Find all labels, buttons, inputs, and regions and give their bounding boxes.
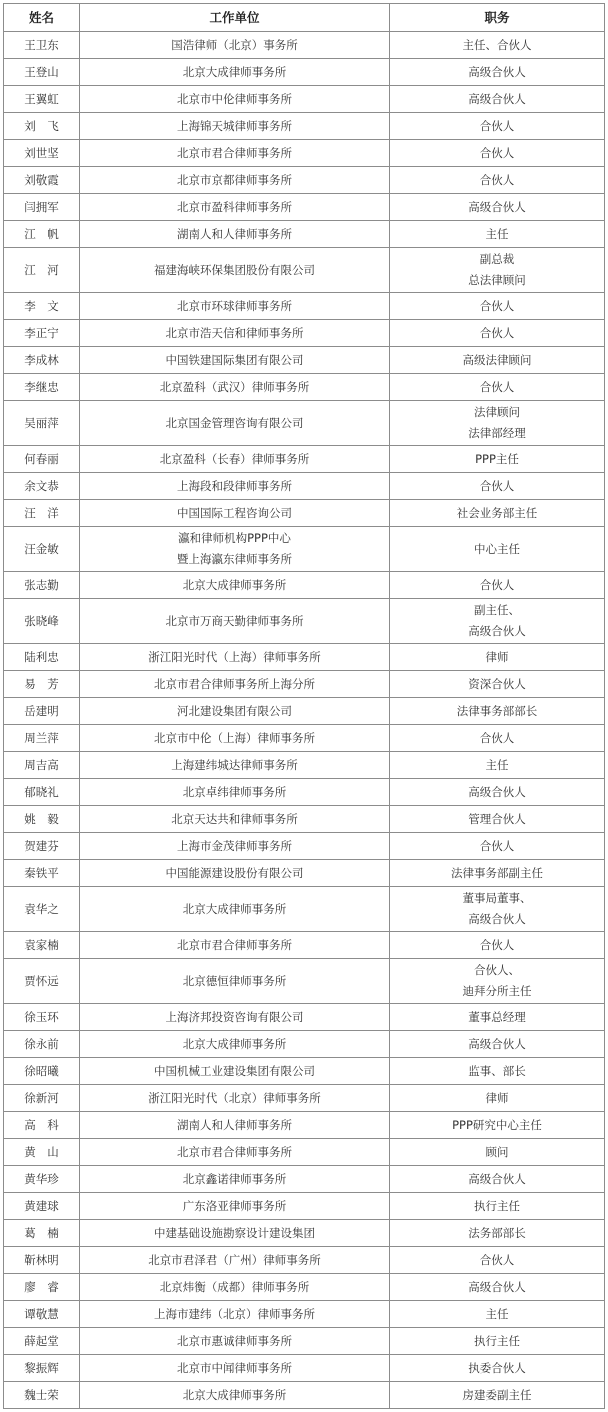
cell-organization-line: 北京国金管理咨询有限公司: [165, 415, 304, 430]
cell-position-line: 主任: [485, 226, 509, 241]
cell-organization: [80, 1247, 390, 1274]
cell-position: [390, 1112, 605, 1139]
cell-position-line: 执行主任: [474, 1333, 520, 1348]
cell-organization: [80, 32, 390, 59]
cell-position-line: 律师: [485, 649, 509, 664]
cell-organization-line: 北京炜衡（成都）律师事务所: [159, 1279, 310, 1294]
table-row: [4, 320, 605, 347]
cell-position-line: 高级法律顾问: [462, 352, 532, 367]
table-body: [4, 32, 605, 1409]
cell-organization-line: 北京德恒律师事务所: [182, 973, 287, 988]
cell-position: [390, 1274, 605, 1301]
cell-organization-line: 北京卓纬律师事务所: [182, 784, 287, 799]
cell-organization: [80, 1058, 390, 1085]
cell-position: [390, 1355, 605, 1382]
cell-name: 陆利忠: [4, 644, 80, 671]
cell-organization: [80, 572, 390, 599]
cell-position-line: PPP主任: [475, 451, 519, 466]
cell-name: 张志勤: [4, 572, 80, 599]
header-row: [4, 4, 605, 32]
cell-organization: [80, 860, 390, 887]
cell-position: [390, 446, 605, 473]
cell-organization: [80, 932, 390, 959]
cell-position: [390, 1058, 605, 1085]
table-row: [4, 1301, 605, 1328]
table-row: [4, 374, 605, 401]
table-row: [4, 1328, 605, 1355]
cell-organization-line: 北京市君合律师事务所: [177, 1144, 292, 1159]
cell-position: [390, 320, 605, 347]
cell-organization-line: 浙江阳光时代（上海）律师事务所: [148, 649, 321, 664]
table-row: [4, 347, 605, 374]
cell-organization-line: 上海市金茂律师事务所: [177, 838, 292, 853]
cell-position: [390, 887, 605, 932]
table-row: [4, 1004, 605, 1031]
cell-name: 徐玉环: [4, 1004, 80, 1031]
table-row: [4, 932, 605, 959]
cell-position-line: 高级合伙人: [468, 91, 526, 106]
cell-position-line: 房建委副主任: [462, 1387, 532, 1402]
cell-position: [390, 1382, 605, 1409]
cell-name: 谭敬慧: [4, 1301, 80, 1328]
cell-position-line: 高级合伙人: [468, 1279, 526, 1294]
table-row: [4, 860, 605, 887]
cell-organization-line: 湖南人和人律师事务所: [177, 1117, 292, 1132]
cell-name: 汪 洋: [4, 500, 80, 527]
cell-position-line: 高级合伙人: [468, 199, 526, 214]
cell-position-line: 法务部部长: [468, 1225, 526, 1240]
cell-position-line: 合伙人: [479, 838, 515, 853]
table-row: [4, 725, 605, 752]
cell-name: 袁家楠: [4, 932, 80, 959]
cell-organization: [80, 1301, 390, 1328]
cell-organization-line: 北京天达共和律师事务所: [171, 811, 298, 826]
table-row: [4, 167, 605, 194]
cell-position: [390, 1220, 605, 1247]
table-row: [4, 1031, 605, 1058]
table-row: [4, 1355, 605, 1382]
cell-position: [390, 374, 605, 401]
cell-position: [390, 221, 605, 248]
cell-position-line: 合伙人: [479, 478, 515, 493]
cell-name: 刘 飞: [4, 113, 80, 140]
cell-organization: [80, 113, 390, 140]
cell-name: 徐新河: [4, 1085, 80, 1112]
table-row: [4, 1274, 605, 1301]
cell-organization-line: 中国国际工程咨询公司: [177, 505, 292, 520]
cell-position: [390, 599, 605, 644]
cell-name: 汪金敏: [4, 527, 80, 572]
cell-name: 魏士荣: [4, 1382, 80, 1409]
cell-position-line: 高级合伙人: [468, 784, 526, 799]
cell-organization: [80, 1166, 390, 1193]
cell-position-line: 主任: [485, 757, 509, 772]
table-row: [4, 599, 605, 644]
cell-name: 刘敬霞: [4, 167, 80, 194]
cell-name: 葛 楠: [4, 1220, 80, 1247]
cell-organization-line: 中国机械工业建设集团有限公司: [154, 1063, 315, 1078]
cell-organization: [80, 1004, 390, 1031]
cell-name: 何春丽: [4, 446, 80, 473]
cell-name: 李 文: [4, 293, 80, 320]
cell-organization: [80, 293, 390, 320]
cell-position: [390, 32, 605, 59]
cell-position: [390, 1301, 605, 1328]
cell-organization-line: 湖南人和人律师事务所: [177, 226, 292, 241]
cell-position: [390, 1328, 605, 1355]
cell-name: 靳林明: [4, 1247, 80, 1274]
cell-name: 高 科: [4, 1112, 80, 1139]
cell-organization: [80, 140, 390, 167]
table-row: [4, 572, 605, 599]
cell-name: 周吉高: [4, 752, 80, 779]
cell-position-line: 高级合伙人: [468, 1036, 526, 1051]
cell-position-line: 合伙人: [479, 937, 515, 952]
cell-name: 贾怀远: [4, 959, 80, 1004]
cell-position-line: 合伙人: [479, 730, 515, 745]
cell-name: 徐永前: [4, 1031, 80, 1058]
cell-organization-line: 北京盈科（长春）律师事务所: [159, 451, 310, 466]
cell-organization: [80, 401, 390, 446]
table-row: [4, 446, 605, 473]
table-header: [4, 4, 605, 32]
cell-organization-line: 北京大成律师事务所: [182, 577, 287, 592]
cell-name: 黄华珍: [4, 1166, 80, 1193]
cell-position-line: 执委合伙人: [468, 1360, 526, 1375]
cell-position-line: 董事局董事、: [462, 891, 532, 905]
cell-organization-line: 北京市中闻律师事务所: [177, 1360, 292, 1375]
table-row: [4, 1220, 605, 1247]
cell-organization-line: 北京市君合律师事务所: [177, 937, 292, 952]
cell-position-line: 总法律顾问: [468, 273, 526, 287]
cell-organization: [80, 725, 390, 752]
cell-name: 江 河: [4, 248, 80, 293]
cell-organization: [80, 59, 390, 86]
cell-organization: [80, 1112, 390, 1139]
cell-position: [390, 473, 605, 500]
cell-organization-line: 上海段和段律师事务所: [177, 478, 292, 493]
cell-organization: [80, 473, 390, 500]
table-row: [4, 1139, 605, 1166]
cell-position: [390, 140, 605, 167]
cell-name: 易 芳: [4, 671, 80, 698]
cell-organization-line: 上海建纬城达律师事务所: [171, 757, 298, 772]
cell-organization-line: 瀛和律师机构PPP中心: [178, 531, 291, 545]
cell-organization: [80, 599, 390, 644]
cell-name: 黎振辉: [4, 1355, 80, 1382]
cell-position-line: 合伙人: [479, 1252, 515, 1267]
table-row: [4, 1112, 605, 1139]
cell-organization: [80, 1031, 390, 1058]
table-row: [4, 644, 605, 671]
cell-position: [390, 1031, 605, 1058]
cell-position-line: 法律事务部部长: [456, 703, 538, 718]
table-row: [4, 1193, 605, 1220]
header-name: 姓名: [4, 4, 80, 32]
cell-position-line: 迪拜分所主任: [462, 984, 532, 998]
table-row: [4, 59, 605, 86]
cell-organization: [80, 167, 390, 194]
cell-organization-line: 北京市君合律师事务所上海分所: [154, 676, 315, 691]
cell-organization: [80, 887, 390, 932]
cell-organization-line: 浙江阳光时代（北京）律师事务所: [148, 1090, 321, 1105]
table-row: [4, 140, 605, 167]
cell-position: [390, 779, 605, 806]
table-row: [4, 500, 605, 527]
table-row: [4, 959, 605, 1004]
table-row: [4, 527, 605, 572]
cell-position-line: 高级合伙人: [468, 1171, 526, 1186]
cell-name: 李继忠: [4, 374, 80, 401]
table-row: [4, 32, 605, 59]
cell-position: [390, 1085, 605, 1112]
cell-organization-line: 北京市中伦（上海）律师事务所: [154, 730, 315, 745]
cell-position-line: 法律顾问: [474, 405, 520, 419]
cell-organization: [80, 347, 390, 374]
table-row: [4, 86, 605, 113]
cell-organization: [80, 1382, 390, 1409]
cell-organization: [80, 446, 390, 473]
cell-position-line: 合伙人: [479, 172, 515, 187]
cell-organization: [80, 1355, 390, 1382]
cell-organization-line: 北京鑫诺律师事务所: [182, 1171, 287, 1186]
cell-organization-line: 上海济邦投资咨询有限公司: [165, 1009, 304, 1024]
cell-position: [390, 1139, 605, 1166]
table-row: [4, 752, 605, 779]
cell-position-line: 董事总经理: [468, 1009, 526, 1024]
cell-organization-line: 广东洛亚律师事务所: [182, 1198, 287, 1213]
cell-position-line: 高级合伙人: [468, 912, 526, 926]
cell-name: 闫拥军: [4, 194, 80, 221]
cell-organization: [80, 698, 390, 725]
cell-position: [390, 1166, 605, 1193]
cell-name: 刘世坚: [4, 140, 80, 167]
cell-position-line: 顾问: [485, 1144, 509, 1159]
cell-organization-line: 北京市环球律师事务所: [177, 298, 292, 313]
cell-position-line: 律师: [485, 1090, 509, 1105]
cell-name: 江 帆: [4, 221, 80, 248]
cell-position-line: 高级合伙人: [468, 64, 526, 79]
cell-position-line: 合伙人、: [474, 963, 520, 977]
cell-position-line: 高级合伙人: [468, 624, 526, 638]
cell-name: 周兰萍: [4, 725, 80, 752]
cell-organization-line: 中建基础设施勘察设计建设集团: [154, 1225, 315, 1240]
cell-name: 徐昭曦: [4, 1058, 80, 1085]
cell-name: 李成林: [4, 347, 80, 374]
table-row: [4, 671, 605, 698]
table-row: [4, 401, 605, 446]
cell-organization-line: 北京市君泽君（广州）律师事务所: [148, 1252, 321, 1267]
table-row: [4, 806, 605, 833]
cell-position: [390, 671, 605, 698]
cell-organization: [80, 959, 390, 1004]
cell-name: 袁华之: [4, 887, 80, 932]
member-table: [3, 3, 605, 1409]
cell-organization: [80, 1193, 390, 1220]
cell-position-line: 合伙人: [479, 577, 515, 592]
cell-organization-line: 北京大成律师事务所: [182, 1387, 287, 1402]
cell-organization: [80, 644, 390, 671]
table-row: [4, 1058, 605, 1085]
cell-organization: [80, 86, 390, 113]
cell-organization-line: 北京大成律师事务所: [182, 64, 287, 79]
cell-name: 王卫东: [4, 32, 80, 59]
cell-organization-line: 北京盈科（武汉）律师事务所: [159, 379, 310, 394]
cell-position-line: PPP研究中心主任: [452, 1117, 542, 1132]
cell-position: [390, 1247, 605, 1274]
cell-organization-line: 北京市君合律师事务所: [177, 145, 292, 160]
cell-organization-line: 国浩律师（北京）事务所: [171, 37, 298, 52]
table-row: [4, 473, 605, 500]
cell-position: [390, 293, 605, 320]
table-row: [4, 248, 605, 293]
cell-position: [390, 833, 605, 860]
cell-organization: [80, 1274, 390, 1301]
cell-name: 廖 睿: [4, 1274, 80, 1301]
cell-name: 贺建芬: [4, 833, 80, 860]
cell-position: [390, 347, 605, 374]
cell-position: [390, 572, 605, 599]
table-row: [4, 113, 605, 140]
table-row: [4, 833, 605, 860]
table-row: [4, 194, 605, 221]
cell-position-line: 法律部经理: [468, 426, 526, 440]
cell-position: [390, 1004, 605, 1031]
table-row: [4, 1085, 605, 1112]
cell-organization-line: 福建海峡环保集团股份有限公司: [154, 262, 315, 277]
table-row: [4, 1382, 605, 1409]
cell-organization: [80, 320, 390, 347]
cell-organization-line: 中国铁建国际集团有限公司: [165, 352, 304, 367]
cell-position-line: 执行主任: [474, 1198, 520, 1213]
cell-position: [390, 248, 605, 293]
cell-position: [390, 401, 605, 446]
cell-position-line: 法律事务部副主任: [451, 865, 543, 880]
cell-position: [390, 500, 605, 527]
cell-position: [390, 59, 605, 86]
cell-organization-line: 上海市建纬（北京）律师事务所: [154, 1306, 315, 1321]
cell-position-line: 合伙人: [479, 298, 515, 313]
cell-organization: [80, 1139, 390, 1166]
cell-name: 王翼虹: [4, 86, 80, 113]
cell-position: [390, 860, 605, 887]
cell-position-line: 合伙人: [479, 118, 515, 133]
header-position: 职务: [390, 4, 605, 32]
cell-organization: [80, 1085, 390, 1112]
cell-organization-line: 上海锦天城律师事务所: [177, 118, 292, 133]
cell-name: 薛起堂: [4, 1328, 80, 1355]
cell-position: [390, 644, 605, 671]
cell-organization: [80, 1220, 390, 1247]
cell-name: 张晓峰: [4, 599, 80, 644]
cell-organization-line: 北京市浩天信和律师事务所: [165, 325, 304, 340]
cell-position: [390, 725, 605, 752]
cell-organization: [80, 527, 390, 572]
cell-position: [390, 527, 605, 572]
cell-organization: [80, 248, 390, 293]
table-row: [4, 1166, 605, 1193]
cell-name: 李正宁: [4, 320, 80, 347]
cell-name: 姚 毅: [4, 806, 80, 833]
cell-organization: [80, 1328, 390, 1355]
cell-name: 岳建明: [4, 698, 80, 725]
cell-organization-line: 北京市盈科律师事务所: [177, 199, 292, 214]
cell-position-line: 合伙人: [479, 325, 515, 340]
cell-position: [390, 932, 605, 959]
cell-organization: [80, 752, 390, 779]
cell-name: 秦铁平: [4, 860, 80, 887]
cell-organization: [80, 194, 390, 221]
cell-organization-line: 中国能源建设股份有限公司: [165, 865, 304, 880]
cell-position: [390, 113, 605, 140]
cell-name: 黄建球: [4, 1193, 80, 1220]
cell-position: [390, 806, 605, 833]
cell-position-line: 副总裁: [479, 252, 515, 266]
cell-organization-line: 北京大成律师事务所: [182, 901, 287, 916]
cell-position-line: 主任、合伙人: [462, 37, 532, 52]
cell-organization: [80, 671, 390, 698]
cell-position: [390, 1193, 605, 1220]
table-row: [4, 887, 605, 932]
cell-name: 郁晓礼: [4, 779, 80, 806]
cell-organization-line: 北京大成律师事务所: [182, 1036, 287, 1051]
cell-position-line: 副主任、: [474, 603, 520, 617]
cell-organization: [80, 806, 390, 833]
cell-organization-line: 北京市京都律师事务所: [177, 172, 292, 187]
cell-position-line: 监事、部长: [468, 1063, 526, 1078]
cell-name: 黄 山: [4, 1139, 80, 1166]
cell-organization: [80, 500, 390, 527]
table-row: [4, 779, 605, 806]
table-row: [4, 221, 605, 248]
cell-position: [390, 752, 605, 779]
cell-organization-line: 北京市万商天勤律师事务所: [165, 613, 304, 628]
header-organization: 工作单位: [80, 4, 390, 32]
cell-organization: [80, 374, 390, 401]
cell-position-line: 资深合伙人: [468, 676, 526, 691]
cell-position: [390, 167, 605, 194]
cell-name: 王登山: [4, 59, 80, 86]
cell-name: 吴丽萍: [4, 401, 80, 446]
cell-position: [390, 86, 605, 113]
cell-position: [390, 959, 605, 1004]
cell-organization-line: 暨上海瀛东律师事务所: [177, 552, 292, 566]
cell-organization: [80, 779, 390, 806]
cell-position-line: 中心主任: [474, 541, 520, 556]
table-row: [4, 1247, 605, 1274]
cell-position: [390, 194, 605, 221]
cell-organization-line: 北京市惠诚律师事务所: [177, 1333, 292, 1348]
table-row: [4, 698, 605, 725]
cell-organization-line: 北京市中伦律师事务所: [177, 91, 292, 106]
cell-position: [390, 698, 605, 725]
cell-name: 余文恭: [4, 473, 80, 500]
cell-position-line: 管理合伙人: [468, 811, 526, 826]
cell-organization: [80, 833, 390, 860]
cell-organization-line: 河北建设集团有限公司: [177, 703, 292, 718]
cell-position-line: 主任: [485, 1306, 509, 1321]
cell-position-line: 社会业务部主任: [456, 505, 538, 520]
cell-position-line: 合伙人: [479, 145, 515, 160]
table-row: [4, 293, 605, 320]
cell-position-line: 合伙人: [479, 379, 515, 394]
cell-organization: [80, 221, 390, 248]
